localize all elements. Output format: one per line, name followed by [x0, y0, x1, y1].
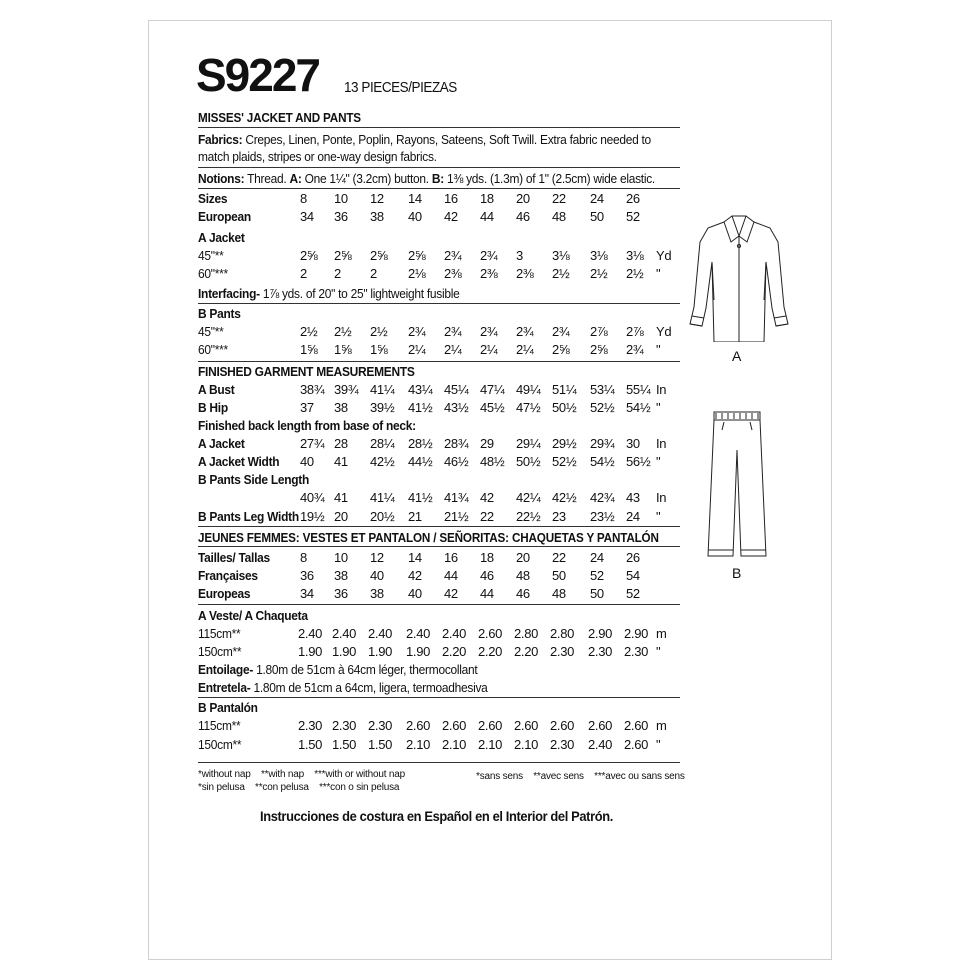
- table-cell: 2¼: [444, 342, 462, 357]
- europeas-row: [0, 586, 980, 603]
- table-cell: 52½: [590, 400, 615, 415]
- footnote-english: *without nap **with nap ***with or without nap: [198, 769, 405, 780]
- table-cell: 2.60: [406, 718, 431, 733]
- table-cell: 14: [408, 191, 422, 206]
- table-cell: 40: [408, 209, 422, 224]
- table-cell: 54½: [626, 400, 651, 415]
- table-cell: 2⅝: [590, 342, 608, 357]
- table-cell: 20½: [370, 509, 395, 524]
- b-pantalon-115-row: [0, 718, 980, 735]
- notions-thread: Thread.: [247, 171, 287, 186]
- european-row: [0, 209, 980, 226]
- table-cell: 40: [370, 568, 384, 583]
- table-cell: 40¾: [300, 490, 325, 505]
- row-label: A Veste/ A Chaqueta: [198, 608, 308, 623]
- table-cell: 42: [408, 568, 422, 583]
- table-cell: 1⅝: [300, 342, 318, 357]
- a-jacket-45-row: [0, 248, 980, 265]
- table-cell: 2.10: [406, 737, 431, 752]
- table-cell: 50: [590, 586, 604, 601]
- fabrics-line-1: [198, 132, 651, 147]
- jacket-width-row: [0, 454, 980, 471]
- table-cell: 2¼: [480, 342, 498, 357]
- table-cell: 2: [370, 266, 377, 281]
- b-pants-45-row: [0, 324, 980, 341]
- table-cell: 2¾: [480, 324, 498, 339]
- row-label: A Jacket: [198, 230, 245, 245]
- unit-label: m: [656, 626, 667, 641]
- table-cell: 2⅜: [516, 266, 534, 281]
- table-cell: 2⅝: [408, 248, 426, 263]
- table-cell: 44: [480, 209, 494, 224]
- table-cell: 22: [552, 550, 566, 565]
- table-cell: 1.90: [332, 644, 357, 659]
- a-veste-heading: [0, 608, 980, 625]
- table-cell: 2.30: [368, 718, 393, 733]
- table-cell: 34: [300, 209, 314, 224]
- table-cell: 47¼: [480, 382, 505, 397]
- table-cell: 41: [334, 454, 348, 469]
- hip-row: [0, 400, 980, 417]
- a-veste-150-row: [0, 644, 980, 661]
- table-cell: 46: [516, 586, 530, 601]
- table-cell: 8: [300, 191, 307, 206]
- entretela-line: [198, 680, 488, 695]
- footnote-french: *sans sens **avec sens ***avec ou sans sens: [476, 771, 685, 782]
- unit-label: Yd: [656, 324, 672, 339]
- unit-label: In: [656, 490, 667, 505]
- table-cell: 20: [334, 509, 348, 524]
- table-cell: 38: [334, 568, 348, 583]
- table-cell: 2: [334, 266, 341, 281]
- table-cell: 2.80: [550, 626, 575, 641]
- table-cell: 2¼: [408, 342, 426, 357]
- table-cell: 2½: [590, 266, 608, 281]
- fr-es-heading: JEUNES FEMMES: VESTES ET PANTALON / SEÑORITAS: CHAQUETAS Y PANTALÓN: [198, 530, 659, 545]
- table-cell: 21½: [444, 509, 469, 524]
- table-cell: 26: [626, 191, 640, 206]
- table-cell: 2¾: [626, 342, 644, 357]
- interfacing-line: [198, 286, 459, 301]
- table-cell: 48: [552, 209, 566, 224]
- table-cell: 42¼: [516, 490, 541, 505]
- table-cell: 38: [334, 400, 348, 415]
- table-cell: 41¼: [370, 382, 395, 397]
- table-cell: 52: [590, 568, 604, 583]
- table-cell: 40: [408, 586, 422, 601]
- table-cell: 2.40: [368, 626, 393, 641]
- table-cell: 42: [444, 209, 458, 224]
- table-cell: 46: [480, 568, 494, 583]
- row-label: 150cm**: [198, 737, 242, 752]
- table-cell: 2¾: [552, 324, 570, 339]
- table-cell: 2⅜: [480, 266, 498, 281]
- table-cell: 47½: [516, 400, 541, 415]
- fabrics-text-1: Crepes, Linen, Ponte, Poplin, Rayons, Sateens, Soft Twill. Extra fabric needed to: [245, 132, 651, 147]
- table-cell: 2⅛: [408, 266, 426, 281]
- pattern-title: MISSES' JACKET AND PANTS: [198, 110, 361, 125]
- table-cell: 2½: [300, 324, 318, 339]
- table-cell: 12: [370, 550, 384, 565]
- row-label: 150cm**: [198, 644, 242, 659]
- table-cell: 44: [444, 568, 458, 583]
- table-cell: 2.30: [298, 718, 323, 733]
- francaises-row: [0, 568, 980, 585]
- table-cell: 2.60: [588, 718, 613, 733]
- pieces-count: 13 PIECES/PIEZAS: [344, 79, 457, 96]
- table-cell: 29¼: [516, 436, 541, 451]
- unit-label: ": [656, 454, 661, 469]
- table-cell: 34: [300, 586, 314, 601]
- jacket-length-row: [0, 436, 980, 453]
- table-cell: 24: [626, 509, 640, 524]
- table-cell: 1.50: [332, 737, 357, 752]
- table-cell: 41¼: [370, 490, 395, 505]
- row-label: B Hip: [198, 400, 228, 415]
- pattern-number: S9227: [196, 49, 320, 101]
- table-cell: 22: [552, 191, 566, 206]
- table-cell: 1.50: [298, 737, 323, 752]
- table-cell: 3⅛: [552, 248, 570, 263]
- a-jacket-60-row: [0, 266, 980, 283]
- table-cell: 42¾: [590, 490, 615, 505]
- table-cell: 43: [626, 490, 640, 505]
- table-cell: 44: [480, 586, 494, 601]
- back-length-heading: [0, 418, 980, 435]
- table-cell: 2⅝: [300, 248, 318, 263]
- table-cell: 41½: [408, 490, 433, 505]
- table-cell: 52½: [552, 454, 577, 469]
- table-cell: 28¾: [444, 436, 469, 451]
- table-cell: 2⅞: [590, 324, 608, 339]
- unit-label: ": [656, 644, 661, 659]
- notions-b-label: B:: [431, 171, 444, 186]
- sizes-row: [0, 191, 980, 208]
- table-cell: 1⅝: [370, 342, 388, 357]
- table-cell: 2¾: [444, 248, 462, 263]
- table-cell: 2.30: [550, 737, 575, 752]
- spanish-instructions-note: Instrucciones de costura en Español en el Interior del Patrón.: [260, 808, 613, 824]
- unit-label: m: [656, 718, 667, 733]
- table-cell: 42: [480, 490, 494, 505]
- table-cell: 2.40: [406, 626, 431, 641]
- table-cell: 2½: [334, 324, 352, 339]
- row-label: A Jacket: [198, 436, 245, 451]
- table-cell: 27¾: [300, 436, 325, 451]
- table-cell: 12: [370, 191, 384, 206]
- notions-label: Notions:: [198, 171, 245, 186]
- unit-label: ": [656, 509, 661, 524]
- table-cell: 52: [626, 586, 640, 601]
- table-cell: 20: [516, 191, 530, 206]
- table-cell: 38: [370, 586, 384, 601]
- row-label: 115cm**: [198, 718, 241, 733]
- table-cell: 42½: [370, 454, 395, 469]
- table-cell: 2.60: [442, 718, 467, 733]
- row-label: B Pants Leg Width: [198, 509, 299, 524]
- table-cell: 2¾: [444, 324, 462, 339]
- table-cell: 23½: [590, 509, 615, 524]
- table-cell: 2.20: [478, 644, 503, 659]
- table-cell: 29¾: [590, 436, 615, 451]
- table-cell: 46½: [444, 454, 469, 469]
- table-cell: 2⅞: [626, 324, 644, 339]
- a-veste-115-row: [0, 626, 980, 643]
- table-cell: 2.90: [588, 626, 613, 641]
- row-label: Sizes: [198, 191, 228, 206]
- finished-measurements-heading: [0, 364, 980, 381]
- row-label: 115cm**: [198, 626, 241, 641]
- table-cell: 21: [408, 509, 422, 524]
- entoilage-text: 1.80m de 51cm à 64cm léger, thermocollant: [256, 662, 478, 677]
- table-cell: 2.10: [442, 737, 467, 752]
- row-label: FINISHED GARMENT MEASUREMENTS: [198, 364, 415, 379]
- table-cell: 43¼: [408, 382, 433, 397]
- table-cell: 51¼: [552, 382, 577, 397]
- table-cell: 30: [626, 436, 640, 451]
- table-cell: 2.90: [624, 626, 649, 641]
- table-cell: 2.60: [624, 737, 649, 752]
- row-label: A Jacket Width: [198, 454, 280, 469]
- table-cell: 2.10: [514, 737, 539, 752]
- table-cell: 48½: [480, 454, 505, 469]
- table-cell: 36: [300, 568, 314, 583]
- table-cell: 50½: [516, 454, 541, 469]
- table-cell: 49¼: [516, 382, 541, 397]
- table-cell: 28¼: [370, 436, 395, 451]
- table-cell: 2.30: [550, 644, 575, 659]
- table-cell: 2¾: [480, 248, 498, 263]
- table-cell: 2.40: [442, 626, 467, 641]
- table-cell: 1.90: [406, 644, 431, 659]
- table-cell: 2⅜: [444, 266, 462, 281]
- table-cell: 14: [408, 550, 422, 565]
- entoilage-label: Entoilage-: [198, 662, 254, 677]
- unit-label: In: [656, 382, 667, 397]
- a-jacket-heading: [0, 230, 980, 247]
- table-cell: 2.40: [298, 626, 323, 641]
- row-label: B Pants Side Length: [198, 472, 310, 487]
- interfacing-label: Interfacing-: [198, 286, 260, 301]
- illustration-label-a: A: [732, 348, 742, 364]
- table-cell: 48: [516, 568, 530, 583]
- table-cell: 2½: [626, 266, 644, 281]
- entretela-label: Entretela-: [198, 680, 251, 695]
- table-cell: 42: [444, 586, 458, 601]
- unit-label: ": [656, 266, 661, 281]
- table-cell: 28: [334, 436, 348, 451]
- jacket-illustration: [684, 212, 794, 342]
- pants-side-length-row: [0, 490, 980, 507]
- table-cell: 3⅛: [626, 248, 644, 263]
- table-cell: 29½: [552, 436, 577, 451]
- table-cell: 50: [552, 568, 566, 583]
- table-cell: 24: [590, 550, 604, 565]
- row-label: Finished back length from base of neck:: [198, 418, 416, 433]
- table-cell: 22: [480, 509, 494, 524]
- table-cell: 2.30: [588, 644, 613, 659]
- row-label: 45"**: [198, 324, 224, 339]
- table-cell: 40: [300, 454, 314, 469]
- table-cell: 42½: [552, 490, 577, 505]
- table-cell: 2.60: [550, 718, 575, 733]
- notions-b-text: 1⅜ yds. (1.3m) of 1" (2.5cm) wide elastic.: [446, 171, 655, 186]
- table-cell: 52: [626, 209, 640, 224]
- row-label: 60"***: [198, 342, 228, 357]
- notions-a-label: A:: [289, 171, 302, 186]
- table-cell: 45½: [480, 400, 505, 415]
- table-cell: 43½: [444, 400, 469, 415]
- row-label: Tailles/ Tallas: [198, 550, 270, 565]
- unit-label: Yd: [656, 248, 672, 263]
- table-cell: 10: [334, 550, 348, 565]
- table-cell: 2⅝: [334, 248, 352, 263]
- row-label: Europeas: [198, 586, 251, 601]
- table-cell: 56½: [626, 454, 651, 469]
- table-cell: 41¾: [444, 490, 469, 505]
- table-cell: 1.50: [368, 737, 393, 752]
- table-cell: 2¼: [516, 342, 534, 357]
- table-cell: 2¾: [516, 324, 534, 339]
- table-cell: 23: [552, 509, 566, 524]
- table-cell: 50½: [552, 400, 577, 415]
- table-cell: 19½: [300, 509, 325, 524]
- table-cell: 16: [444, 191, 458, 206]
- table-cell: 1.90: [298, 644, 323, 659]
- row-label: B Pantalón: [198, 700, 258, 715]
- pants-side-heading: [0, 472, 980, 489]
- table-cell: 2¾: [408, 324, 426, 339]
- pants-leg-width-row: [0, 509, 980, 526]
- notions-line: [198, 171, 655, 186]
- table-cell: 16: [444, 550, 458, 565]
- table-cell: 3: [516, 248, 523, 263]
- row-label: 60"***: [198, 266, 228, 281]
- table-cell: 2.20: [442, 644, 467, 659]
- table-cell: 18: [480, 550, 494, 565]
- table-cell: 3⅛: [590, 248, 608, 263]
- tailles-row: [0, 550, 980, 567]
- table-cell: 24: [590, 191, 604, 206]
- table-cell: 2: [300, 266, 307, 281]
- table-cell: 37: [300, 400, 314, 415]
- table-cell: 8: [300, 550, 307, 565]
- unit-label: ": [656, 400, 661, 415]
- table-cell: 2⅝: [552, 342, 570, 357]
- table-cell: 2.10: [478, 737, 503, 752]
- table-cell: 2.60: [514, 718, 539, 733]
- table-cell: 36: [334, 209, 348, 224]
- table-cell: 38¾: [300, 382, 325, 397]
- table-cell: 50: [590, 209, 604, 224]
- table-cell: 41½: [408, 400, 433, 415]
- table-cell: 2.30: [332, 718, 357, 733]
- b-pants-heading: [0, 306, 980, 323]
- table-cell: 2.60: [624, 718, 649, 733]
- table-cell: 48: [552, 586, 566, 601]
- b-pants-60-row: [0, 342, 980, 359]
- fabrics-label: Fabrics:: [198, 132, 243, 147]
- table-cell: 2.60: [478, 626, 503, 641]
- table-cell: 10: [334, 191, 348, 206]
- table-cell: 2.30: [624, 644, 649, 659]
- table-cell: 2½: [552, 266, 570, 281]
- row-label: B Pants: [198, 306, 241, 321]
- unit-label: In: [656, 436, 667, 451]
- table-cell: 46: [516, 209, 530, 224]
- table-cell: 39½: [370, 400, 395, 415]
- table-cell: 45¼: [444, 382, 469, 397]
- table-cell: 22½: [516, 509, 541, 524]
- table-cell: 1.90: [368, 644, 393, 659]
- interfacing-text: 1⅞ yds. of 20" to 25" lightweight fusible: [262, 286, 460, 301]
- table-cell: 1⅝: [334, 342, 352, 357]
- table-cell: 26: [626, 550, 640, 565]
- table-cell: 2.60: [478, 718, 503, 733]
- pants-illustration: [702, 410, 772, 560]
- row-label: Françaises: [198, 568, 258, 583]
- unit-label: ": [656, 737, 661, 752]
- entretela-text: 1.80m de 51cm a 64cm, ligera, termoadhesiva: [253, 680, 488, 695]
- illustration-label-b: B: [732, 565, 742, 581]
- table-cell: 29: [480, 436, 494, 451]
- table-cell: 20: [516, 550, 530, 565]
- row-label: 45"**: [198, 248, 224, 263]
- table-cell: 18: [480, 191, 494, 206]
- table-cell: 2½: [370, 324, 388, 339]
- row-label: European: [198, 209, 251, 224]
- footnote-spanish: *sin pelusa **con pelusa ***con o sin pelusa: [198, 782, 400, 793]
- table-cell: 2.80: [514, 626, 539, 641]
- table-cell: 2.20: [514, 644, 539, 659]
- table-cell: 36: [334, 586, 348, 601]
- b-pantalon-heading: [0, 700, 980, 717]
- fabrics-line-2: match plaids, stripes or one-way design fabrics.: [198, 149, 437, 164]
- table-cell: 54½: [590, 454, 615, 469]
- table-cell: 28½: [408, 436, 433, 451]
- table-cell: 2.40: [588, 737, 613, 752]
- bust-row: [0, 382, 980, 399]
- table-cell: 38: [370, 209, 384, 224]
- row-label: A Bust: [198, 382, 235, 397]
- b-pantalon-150-row: [0, 737, 980, 754]
- table-cell: 55¼: [626, 382, 651, 397]
- table-cell: 39¾: [334, 382, 359, 397]
- table-cell: 41: [334, 490, 348, 505]
- table-cell: 53¼: [590, 382, 615, 397]
- unit-label: ": [656, 342, 661, 357]
- table-cell: 44½: [408, 454, 433, 469]
- table-cell: 2.40: [332, 626, 357, 641]
- table-cell: 2⅝: [370, 248, 388, 263]
- table-cell: 54: [626, 568, 640, 583]
- notions-a-text: One 1¼" (3.2cm) button.: [304, 171, 429, 186]
- entoilage-line: [198, 662, 477, 677]
